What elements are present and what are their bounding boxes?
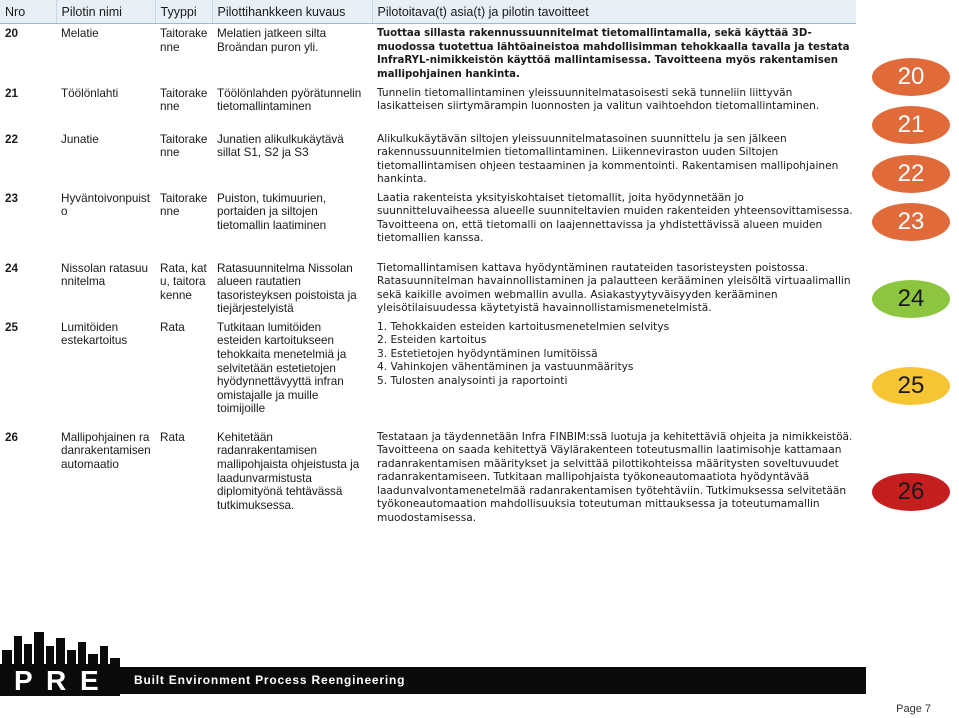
goal-list-item: 3. Estetietojen hyödyntäminen lumitöissä	[377, 347, 598, 360]
row-name: Nissolan ratasuunnitelma	[61, 261, 149, 289]
badge-23: 23	[872, 203, 950, 241]
row-goals: Tietomallintamisen kattava hyödyntäminen rautateiden tasoristeysten poistossa. Ratasuunnitelman havainnollistaminen ja palautteen kerääminen yleisöltä virtuaalimallin sekä kaikille avoimen webmallin avulla. Asiakastyytyväisyyden kerääminen yleisötilaisuudessa käytetyistä havainnollistamismenetelmistä.	[377, 261, 851, 314]
row-nro: 20	[5, 27, 19, 40]
goal-list-item: 5. Tulosten analysointi ja raportointi	[377, 374, 568, 387]
badge-21: 21	[872, 106, 950, 144]
pre-logo	[0, 628, 120, 696]
badge-22: 22	[872, 155, 950, 193]
row-name: Lumitöiden estekartoitus	[61, 320, 128, 348]
badge-25: 25	[872, 367, 950, 405]
goal-list-item: 2. Esteiden kartoitus	[377, 334, 487, 347]
table-header-row	[0, 0, 856, 24]
row-nro: 24	[5, 261, 19, 275]
header-type: Tyyppi	[155, 0, 212, 24]
row-type: Taitorakenne	[160, 191, 208, 219]
logo-letter-e: E	[80, 665, 99, 696]
row-project: Puiston, tukimuurien, portaiden ja siltojen tietomallin laatiminen	[217, 191, 327, 232]
row-name: Hyväntoivonpuisto	[61, 191, 151, 219]
table-row	[0, 259, 856, 318]
header-nro: Nro	[0, 0, 56, 24]
row-name: Mallipohjainen radanrakentamisen automaatio	[61, 430, 151, 472]
goal-list-item: 4. Vahinkojen vähentäminen ja vastuunmääritys	[377, 361, 634, 374]
row-goals: Tunnelin tietomallintaminen yleissuunnitelmatasoisesti sekä tunneliin liittyvän lasikatteisen siirtymärampin luonnosten ja valitun vaihtoehdon tietomallintaminen.	[377, 86, 820, 112]
table-row	[0, 84, 856, 130]
row-project: Melatien jatkeen silta Broändan puron yli.	[217, 27, 327, 54]
row-nro: 23	[5, 191, 19, 205]
row-goals: Alikulkukäytävän siltojen yleissuunnitelmatasoinen suunnittelu ja sen jälkeen rakennussuunnitelmien tietomallintaminen. Liikenneviraston uuden Siltojen tietomallintamisen ohjeen testaaminen ja kommentointi. Rakentamisen mallipohjainen hankinta.	[377, 132, 839, 185]
row-type: Rata	[160, 430, 185, 444]
row-nro: 22	[5, 132, 19, 146]
row-type: Rata, katu, taitorakenne	[160, 261, 207, 302]
row-goals: Laatia rakenteista yksityiskohtaiset tietomallit, joita hyödynnetään jo suunnitteluvaiheessa alueelle suunniteltavien muiden rakenteiden yhteensovittamisessa. Tavoitteena on, että tietomalli on laajennettavissa ja yhdistettävissä alueen muiden tietomallien kanssa.	[377, 191, 853, 244]
row-project: Tutkitaan lumitöiden esteiden kartoitukseen tehokkaita menetelmiä ja selvitetään estetietojen hyödynnettävyyttä infran omistajalle ja muille toimijoille	[217, 320, 347, 416]
header-goals: Pilotoitava(t) asia(t) ja pilotin tavoitteet	[372, 0, 856, 24]
row-type: Taitorakenne	[160, 132, 208, 160]
row-project: Ratasuunnitelma Nissolan alueen rautatien tasoristeyksen poistoista ja tiejärjestelyistä	[217, 261, 357, 316]
badge-24: 24	[872, 280, 950, 318]
logo-letter-p: P	[14, 665, 33, 696]
row-nro: 21	[5, 86, 19, 100]
header-project: Pilottihankkeen kuvaus	[212, 0, 372, 24]
footer-bar	[120, 667, 866, 694]
footer-title: Built Environment Process Reengineering	[134, 673, 406, 687]
goal-list-item: 1. Tehokkaiden esteiden kartoitusmenetelmien selvitys	[377, 320, 670, 333]
row-goals: Tuottaa sillasta rakennussuunnitelmat tietomallintamalla, sekä käyttää 3D-muodossa tuotettua lähtöaineistoa mahdollisimman tehokkaalla tavalla ja testata InfraRYL-nimikkeistön käyttöä mallintamisessa. Tavoitteena myös rakentamisen mallipohjainen hankinta.	[377, 28, 850, 80]
row-name: Junatie	[61, 132, 99, 146]
row-type: Taitorakenne	[160, 27, 208, 54]
row-name: Melatie	[61, 27, 99, 40]
table-row	[0, 318, 856, 428]
row-goals: Testataan ja täydennetään Infra FINBIM:ssä luotuja ja kehitettäviä ohjeita ja nimikkeistöä. Tavoitteena on saada kehitettyä Väylärakenteen toteutusmallin laatimisohje kattamaan radanrakentamisen määritykset ja selvittää pilottikohteissa määritysten soveltuvuudet radanrakentamiseen. Tutkitaan mallipohjaista työkoneautomaatiota hyödyntävää laadunvalvontamenetelmää radanrakentamisen työtehtäviin. Tutkimuksessa selvitetään työkoneautomaation mahdollisuuksia toteutuman mittauksessa ja toteutumamallin muodostamisessa.	[377, 430, 853, 524]
row-project: Kehitetään radanrakentamisen mallipohjaista ohjeistusta ja laadunvarmistusta diplomityönä tehtävässä tutkimuksessa.	[217, 430, 360, 512]
table-row	[0, 24, 856, 84]
table-row	[0, 428, 856, 528]
badge-20: 20	[872, 58, 950, 96]
table-row	[0, 130, 856, 189]
row-type: Taitorakenne	[160, 86, 208, 114]
row-goals-list	[372, 318, 856, 428]
header-pilot-name: Pilotin nimi	[56, 0, 155, 24]
page-number: Page 7	[896, 703, 931, 715]
row-project: Junatien alikulkukäytävä sillat S1, S2 ja S3	[217, 132, 344, 160]
row-name: Töölönlahti	[61, 86, 119, 100]
table-row	[0, 189, 856, 259]
logo-letter-r: R	[46, 665, 67, 696]
row-project: Töölönlahden pyörätunnelin tietomallintaminen	[217, 86, 362, 114]
row-nro: 26	[5, 430, 19, 444]
row-nro: 25	[5, 320, 19, 334]
row-type: Rata	[160, 320, 185, 334]
badge-26: 26	[872, 473, 950, 511]
